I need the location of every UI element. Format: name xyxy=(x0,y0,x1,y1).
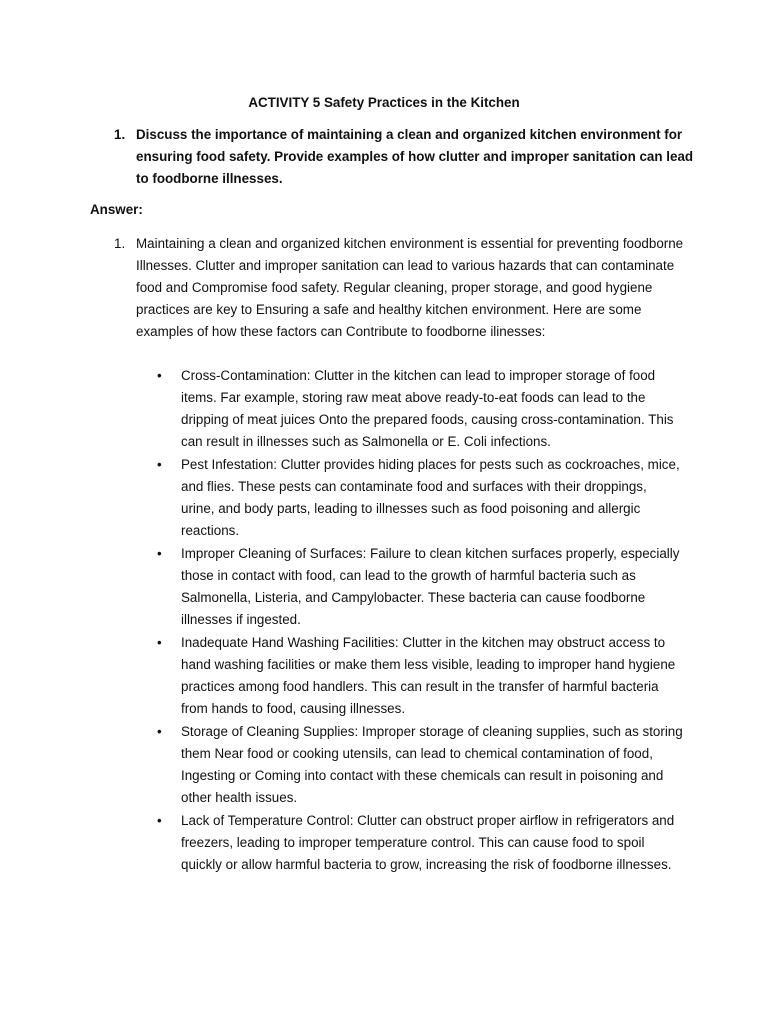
bullet-icon: • xyxy=(157,457,162,472)
bullet-text: Storage of Cleaning Supplies: Improper storage of cleaning supplies, such as storing them Near food or cooking utensils, can lead to chemical contamination of food, Ingesting or Coming into contact with these chemicals can result in poisoning and other health issues. xyxy=(181,724,683,805)
list-item xyxy=(0,454,683,542)
bullet-icon: • xyxy=(157,635,162,650)
bullet-text: Lack of Temperature Control: Clutter can obstruct proper airflow in refrigerators and freezers, leading to improper temperature control. This can cause food to spoil quickly or allow harmful bacteria to grow, increasing the risk of foodborne illnesses. xyxy=(181,813,675,872)
document-title: ACTIVITY 5 Safety Practices in the Kitchen xyxy=(248,95,520,110)
answer-label: Answer: xyxy=(90,202,143,217)
list-item xyxy=(0,810,683,876)
answer-intro: Maintaining a clean and organized kitchen environment is essential for preventing foodborne Illnesses. Clutter and improper sanitation can lead to various hazards that can contaminate food and Compromise food safety. Regular cleaning, proper storage, and good hygiene practices are key to Ensuring a safe and healthy kitchen environment. Here are some examples of how these factors can Contribute to foodborne ilinesses: xyxy=(136,236,684,339)
bullet-text: Improper Cleaning of Surfaces: Failure to clean kitchen surfaces properly, especially those in contact with food, can lead to the growth of harmful bacteria such as Salmonella, Listeria, and Campylobacter. These bacteria can cause foodborne illnesses if ingested. xyxy=(181,546,680,627)
bullet-text: Cross-Contamination: Clutter in the kitchen can lead to improper storage of food items. Far example, storing raw meat above ready-to-eat foods can lead to the dripping of meat juices Onto the prepared foods, causing cross-contamination. This can result in illnesses such as Salmonella or E. Coli infections. xyxy=(181,368,674,449)
bullet-icon: • xyxy=(157,368,162,383)
list-item xyxy=(0,543,683,631)
question-number: 1. xyxy=(114,127,126,142)
bullet-list xyxy=(0,365,768,877)
question-text: Discuss the importance of maintaining a clean and organized kitchen environment for ensuring food safety. Provide examples of how clutter and improper sanitation can lead to foodborne illnesses. xyxy=(136,127,694,186)
bullet-icon: • xyxy=(157,724,162,739)
bullet-icon: • xyxy=(157,813,162,828)
bullet-icon: • xyxy=(157,546,162,561)
list-item xyxy=(0,365,683,453)
bullet-text: Pest Infestation: Clutter provides hiding places for pests such as cockroaches, mice, and flies. These pests can contaminate food and surfaces with their droppings, urine, and body parts, leading to illnesses such as food poisoning and allergic reactions. xyxy=(181,457,680,538)
list-item xyxy=(0,721,683,809)
bullet-text: Inadequate Hand Washing Facilities: Clutter in the kitchen may obstruct access to hand washing facilities or make them less visible, leading to improper hand hygiene practices among food handlers. This can result in the transfer of harmful bacteria from hands to food, causing illnesses. xyxy=(181,635,676,716)
answer-number: 1. xyxy=(114,236,126,251)
list-item xyxy=(0,632,683,720)
